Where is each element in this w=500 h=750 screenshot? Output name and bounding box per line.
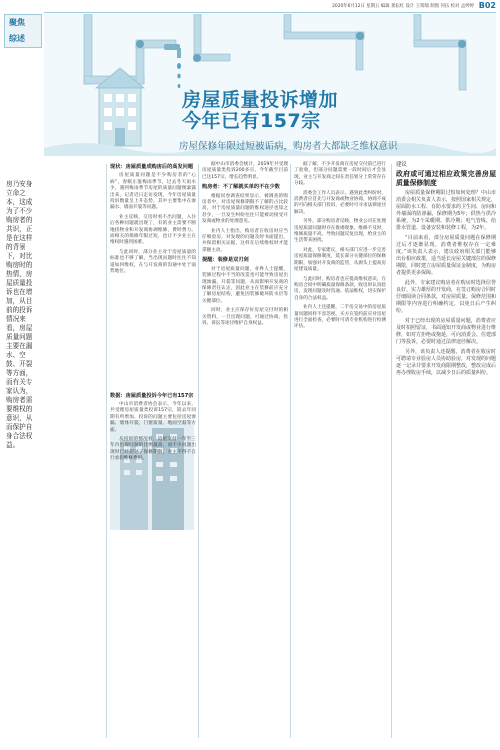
paragraph: 中山市消费者协会表示，今年以来，共受理房屋质量类投诉157宗，较去年同期有所增加，投诉的问题主要包括房屋渗漏、墙体开裂、门窗质量、地面空鼓等方面。 xyxy=(110,401,196,433)
column-divider xyxy=(290,164,291,738)
paragraph: 对此，专家建议，相关部门应进一步完善房屋质量保修制度，延长部分关键部位的保修期限，加强对开发商的监管，从源头上提高房屋建设质量。 xyxy=(294,247,386,273)
page-number: B02 xyxy=(478,1,496,10)
paragraph: 业主反映，交房时看不出问题，入住后各种问题就出现了，有的业主需要不断地找物业和开发商协调维修，费时费力。而相关的保修年限过短，也让不少业主在维权时遇到困难。 xyxy=(110,214,196,246)
paragraph: 另外，部分购房者反映，物业公司在处理房屋质量问题时存在推诿现象，维修不及时，维修质量不高，导致问题反复出现，给业主的生活带来困扰。 xyxy=(294,219,386,244)
section-heading: 现状：房屋质量成购房后的高发问题 xyxy=(110,164,194,170)
article-column-2 xyxy=(202,162,288,330)
section-heading: 购房者：不了解就买单的不在少数 xyxy=(202,184,280,191)
headline-line1: 房屋质量投诉增加 xyxy=(182,89,339,111)
paragraph: 据中山市消委会统计，2019年共受理房屋质量类投诉200多宗，今年截至目前已达157宗，增长趋势明显。 xyxy=(202,162,288,180)
article-column-3 xyxy=(294,162,386,334)
header-rule xyxy=(44,12,496,13)
paragraph: 对于已经出现的房屋质量问题，消费者应及时拍照留证，书面通知开发商或物业进行维修，如对方拒绝或拖延，可向消委会、住建部门等投诉，必要时通过法律途径解决。 xyxy=(396,318,497,346)
header-illustration xyxy=(44,14,496,156)
paragraph: 此外，专家建议购房者在购房时选择信誉良好、实力雄厚的开发商，在签订购房合同时仔细阅读合同条款，对房屋质量、保修范围和期限等内容进行明确约定，以免日后产生纠纷。 xyxy=(396,280,497,315)
column-divider xyxy=(106,164,107,738)
section-heading: 数据：房屋质量投诉今年已有157宗 xyxy=(110,392,194,399)
paragraph: 同时，业主应保存好房屋交付时的相关资料，一旦出现问题，可通过协商、投诉、诉讼等途径维护自身权益。 xyxy=(202,308,288,326)
paragraph: 与此同时，购房者也应提高维权意识，在购房合同中明确质量保修条款，收房时认真验房，发现问题及时沟通、依法维权，切实保护自身的合法权益。 xyxy=(294,276,386,301)
paragraph: 与此同时，部分业主对于房屋质量的标准也不够了解，当出现问题时往往不知道如何维权，在与开发商的沟通中处于弱势地位。 xyxy=(110,249,196,275)
subtitle: 房屋保修年限过短被诟病，购房者大都缺乏维权意识 xyxy=(179,141,398,152)
paragraph: “目前来看，部分房屋质量问题在保修期过后才逐渐显现，消费者维权存在一定难度。”该负责人表示，建议政府相关部门能够出台相应政策，适当延长房屋关键部位的保修期限，同时建立房屋质量保证金制度，为购房者提供更多保障。 xyxy=(396,235,497,277)
paragraph: 根据问卷调查结果显示，被调查的购房者中，对房屋保修期限不了解的占比较高，对于房屋质量问题的维权途径也知之甚少，一旦发生纠纷往往只能被动接受开发商或物业的处理意见。 xyxy=(202,193,288,225)
section-tag xyxy=(4,14,42,48)
article-column-1 xyxy=(110,162,196,466)
section-tag-line2: 综述 xyxy=(9,34,25,43)
kicker: 建议 xyxy=(396,162,407,168)
paragraph: 另外，该负责人还提醒，消费者在收房时可聘请专业验房人员协助验房，对发现的问题逐一记录并要求开发商限期整改，整改完成后再办理收房手续，以减少日后的质量纠纷。 xyxy=(396,349,497,377)
headline-line2: 今年已有157宗 xyxy=(182,110,321,132)
paragraph: 房屋质量保修期限过短如何处理？中山市消委会相关负责人表示，按照国家相关规定，屋面防水工程、有防水要求的卫生间、房间和外墙面的防渗漏，保修期为5年；供热与供冷系统，为2个采暖期、供冷期；电气管线、给排水管道、设备安装和装修工程，为2年。 xyxy=(396,190,497,232)
paragraph: 房屋质量问题是不少购房者的“心病”，春眠正值梅雨季节，过去冬天雨水少，遇到梅雨季节房屋的质量问题便暴露出来。记者近日走访发现，今年房屋质量投诉数量呈上升态势，其中主要集中在渗漏水、墙面开裂等问题。 xyxy=(110,173,196,211)
paragraph: 业内人士还提醒，二手房交易中的房屋质量问题同样不容忽视，买方在签约前应对房屋进行全面检查，必要时可请专业机构进行检测评估。 xyxy=(294,305,386,330)
paragraph: 消委会工作人员表示，遇到此类纠纷时，消费者应首先与开发商或物业协商，协商不成的可向相关部门投诉，必要时可寻求法律途径解决。 xyxy=(294,190,386,215)
paragraph: 对于房屋质量问题，业界人士提醒，装修过程中不当的改造也可能导致房屋出现渗漏、开裂等问题，从而影响开发商的保修责任认定，因此业主在装修前应充分了解房屋结构，避免因装修破坏防水层等关键部位。 xyxy=(202,266,288,304)
section-heading: 提醒：装修是双刃剑 xyxy=(202,257,249,264)
sidebar-summary: 房乃安身立命之本，这成为了不少购房者的共识，正是在这样的背景下，对比购房时的热情，房屋质量投诉也在增加，从目前的投诉情况来看，房屋质量问题主要在漏水、空鼓、开裂等方面，而有关专家认为，购房者需要维权的意识，从而保护自身合法权益。 xyxy=(6,180,33,449)
column-divider xyxy=(391,164,392,738)
article-column-4 xyxy=(396,162,496,380)
section-tag-line1: 聚焦 xyxy=(9,18,25,27)
paragraph: 业内人士指出，购房者在收房时应当仔细验房，对发现的问题及时书面提出，并保留相关证据，这样在后续维权时才能掌握主动。 xyxy=(202,228,288,253)
paragraph: 据了解，不少开发商在房屋交付前已进行了验收，但部分问题需要一段时间后才会显现，业主与开发商之间在责任划分上常常存在分歧。 xyxy=(294,162,386,187)
header-info: 2020年6月12日 星期五 编辑 龚耘红 设计 王瑞瑞 制图 何伍 校对 孟婷婷 xyxy=(332,4,474,9)
paragraph: 从投诉的情况看，房屋交付一年至三年内出现问题的比例最高，而不少问题出现时已经超过了保修期限，业主不得不自行承担维修费用。 xyxy=(110,436,196,462)
water-pipe-illustration xyxy=(44,14,496,156)
column-divider xyxy=(198,164,199,738)
section-heading: 政府或可通过相应政策完善房屋质量保修制度 xyxy=(396,170,496,187)
headline xyxy=(182,90,482,132)
